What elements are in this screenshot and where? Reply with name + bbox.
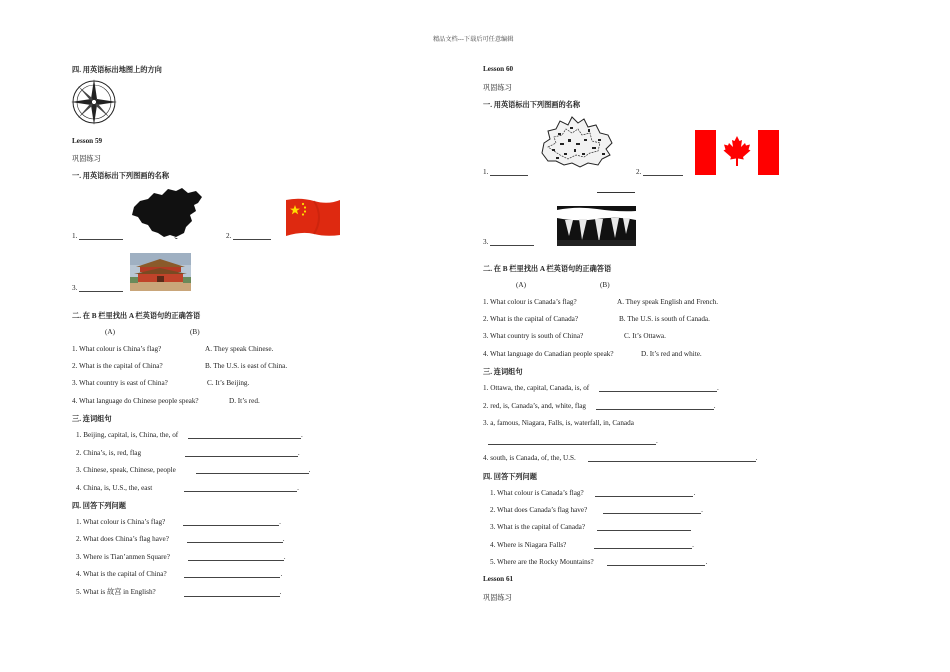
left-pic2-label: 2. xyxy=(226,232,271,240)
answer-blank[interactable] xyxy=(188,553,284,561)
answer-blank[interactable] xyxy=(490,238,534,246)
answer-blank[interactable] xyxy=(597,523,691,531)
left-col-b: (B) xyxy=(190,328,200,336)
canada-flag-right-band xyxy=(758,130,779,175)
left-match-b1: A. They speak Chinese. xyxy=(205,345,274,353)
answer-blank[interactable] xyxy=(79,284,123,292)
left-word3: 3. Chinese, speak, Chinese, people . xyxy=(76,466,311,474)
right-word3-answer: . xyxy=(488,437,658,445)
right-match-b1: A. They speak English and French. xyxy=(617,298,719,306)
right-match-a3: 3. What country is south of China? xyxy=(483,332,584,340)
right-match-a4: 4. What language do Canadian people speak? xyxy=(483,350,614,358)
china-map-image xyxy=(130,187,204,239)
right-col-a: (A) xyxy=(516,281,526,289)
left-pic1-label: 1. xyxy=(72,232,123,240)
right-word3: 3. a, famous, Niagara, Falls, is, waterfall, in, Canada xyxy=(483,419,634,427)
left-q3-title: 三. 连词组句 xyxy=(72,415,112,423)
left-word4: 4. China, is, U.S., the, east . xyxy=(76,484,299,492)
left-lesson-title: Lesson 59 xyxy=(72,137,103,145)
left-sec4-title: 四. 用英语标出地图上的方向 xyxy=(72,66,162,74)
compass-rose-icon xyxy=(70,78,118,126)
right-q2-title: 二. 在 B 栏里找出 A 栏英语句的正确答语 xyxy=(483,265,612,273)
left-col-a: (A) xyxy=(105,328,115,336)
right-word1: 1. Ottawa, the, capital, Canada, is, of . xyxy=(483,384,719,392)
left-pic3-label: 3. xyxy=(72,284,123,292)
right-qa3: 3. What is the capital of Canada? xyxy=(490,523,691,531)
left-qa3: 3. Where is Tian’anmen Square? . xyxy=(76,553,286,561)
page-header: 精品文档---下载后可任意编辑 xyxy=(433,36,514,43)
answer-blank[interactable] xyxy=(599,384,717,392)
left-qa4: 4. What is the capital of China? . xyxy=(76,570,283,578)
right-q3-title: 三. 连词组句 xyxy=(483,368,523,376)
right-match-b3: C. It’s Ottawa. xyxy=(624,332,666,340)
answer-blank[interactable] xyxy=(607,558,705,566)
right-practice-next: 巩固练习 xyxy=(483,594,512,602)
right-pic3-label: 3. xyxy=(483,238,534,246)
right-practice: 巩固练习 xyxy=(483,84,512,92)
right-lesson-next: Lesson 61 xyxy=(483,575,514,583)
right-lesson-title: Lesson 60 xyxy=(483,65,514,73)
answer-blank[interactable] xyxy=(79,232,123,240)
right-qa2: 2. What does Canada’s flag have? . xyxy=(490,506,703,514)
divider-line xyxy=(597,192,635,193)
left-qa1: 1. What colour is China’s flag? . xyxy=(76,518,281,526)
left-practice: 巩固练习 xyxy=(72,155,101,163)
forbidden-city-image xyxy=(130,253,191,291)
left-match-a4: 4. What language do Chinese people speak? xyxy=(72,397,199,405)
answer-blank[interactable] xyxy=(188,431,301,439)
answer-blank[interactable] xyxy=(603,506,701,514)
canada-flag-image xyxy=(695,130,779,175)
right-qa1: 1. What colour is Canada’s flag? . xyxy=(490,489,696,497)
right-match-a2: 2. What is the capital of Canada? xyxy=(483,315,579,323)
right-pic2-label: 2. xyxy=(636,168,683,176)
right-qa4: 4. Where is Niagara Falls? . xyxy=(490,541,694,549)
right-q4-title: 四. 回答下列问题 xyxy=(483,473,537,481)
answer-blank[interactable] xyxy=(184,484,297,492)
canada-map-image xyxy=(538,113,618,175)
answer-blank[interactable] xyxy=(594,541,692,549)
china-flag-field xyxy=(286,199,340,236)
right-q1-title: 一. 用英语标出下列图画的名称 xyxy=(483,101,581,109)
right-match-b2: B. The U.S. is south of Canada. xyxy=(619,315,710,323)
left-match-a1: 1. What colour is China’s flag? xyxy=(72,345,162,353)
answer-blank[interactable] xyxy=(588,454,756,462)
left-q4-title: 四. 回答下列问题 xyxy=(72,502,126,510)
right-word2: 2. red, is, Canada’s, and, white, flag . xyxy=(483,402,716,410)
right-match-b4: D. It’s red and white. xyxy=(641,350,702,358)
answer-blank[interactable] xyxy=(643,168,683,176)
left-q2-title: 二. 在 B 栏里找出 A 栏英语句的正确答语 xyxy=(72,312,201,320)
right-pic1-label: 1. xyxy=(483,168,528,176)
right-qa5: 5. Where are the Rocky Mountains? . xyxy=(490,558,708,566)
china-flag-image xyxy=(284,197,342,239)
left-word2: 2. China’s, is, red, flag . xyxy=(76,449,300,457)
left-q1-title: 一. 用英语标出下列图画的名称 xyxy=(72,172,170,180)
answer-blank[interactable] xyxy=(187,535,283,543)
niagara-falls-image xyxy=(557,206,636,246)
left-match-b4: D. It’s red. xyxy=(229,397,260,405)
answer-blank[interactable] xyxy=(184,589,280,597)
answer-blank[interactable] xyxy=(488,437,656,445)
left-match-b3: C. It’s Beijing. xyxy=(207,379,250,387)
left-match-a3: 3. What country is east of China? xyxy=(72,379,168,387)
left-match-b2: B. The U.S. is east of China. xyxy=(205,362,288,370)
right-match-a1: 1. What colour is Canada’s flag? xyxy=(483,298,577,306)
left-qa2: 2. What does China’s flag have? . xyxy=(76,535,285,543)
answer-blank[interactable] xyxy=(233,232,271,240)
answer-blank[interactable] xyxy=(596,402,714,410)
right-word4: 4. south, is Canada, of, the, U.S. . xyxy=(483,454,758,462)
left-word1: 1. Beijing, capital, is, China, the, of . xyxy=(76,431,303,439)
answer-blank[interactable] xyxy=(185,449,298,457)
left-match-a2: 2. What is the capital of China? xyxy=(72,362,163,370)
answer-blank[interactable] xyxy=(196,466,309,474)
canada-flag-left-band xyxy=(695,130,716,175)
left-qa5: 5. What is 故宫 in English? . xyxy=(76,588,282,596)
answer-blank[interactable] xyxy=(184,570,280,578)
answer-blank[interactable] xyxy=(183,518,279,526)
answer-blank[interactable] xyxy=(595,489,693,497)
answer-blank[interactable] xyxy=(490,168,528,176)
right-col-b: (B) xyxy=(600,281,610,289)
